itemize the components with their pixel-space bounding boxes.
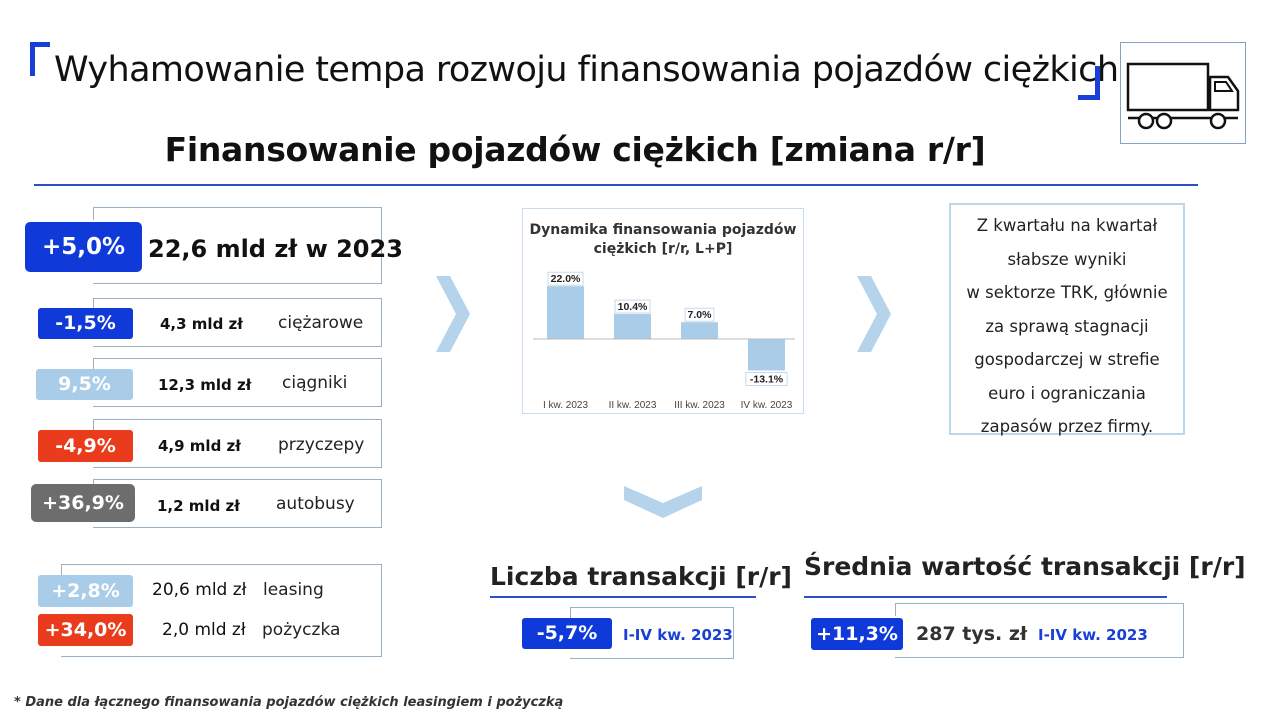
- chart-data-label: -13.1%: [749, 373, 784, 386]
- commentary-line: gospodarczej w strefie: [974, 350, 1160, 369]
- commentary-line: za sprawą stagnacji: [985, 316, 1149, 336]
- commentary-line: zapasów przez firmy.: [980, 417, 1154, 436]
- truck-icon-frame: [1120, 42, 1246, 144]
- commentary-text: [951, 209, 1183, 444]
- total-change-badge: +5,0%: [25, 222, 142, 272]
- transactions-period: I-IV kw. 2023: [623, 626, 733, 644]
- pozyczka-label: pożyczka: [262, 620, 341, 640]
- category-label: autobusy: [276, 494, 355, 514]
- leasing-amount: 20,6 mld zł: [152, 580, 247, 600]
- avg-value-badge: +11,3%: [811, 618, 903, 650]
- truck-icon: [1121, 43, 1244, 142]
- avg-value-title: Średnia wartość transakcji [r/r]: [804, 552, 1246, 581]
- commentary-line: w sektorze TRK, głównie: [966, 283, 1168, 302]
- avg-value-divider: [804, 596, 1167, 598]
- category-amount: 4,9 mld zł: [158, 437, 241, 455]
- category-badge: -4,9%: [38, 430, 133, 462]
- chevron-right-icon: [436, 276, 470, 352]
- chart-data-label: 10.4%: [617, 301, 648, 314]
- category-label: przyczepy: [278, 435, 365, 455]
- section-title: Finansowanie pojazdów ciężkich [zmiana r/r]: [164, 130, 986, 169]
- category-badge: -1,5%: [38, 308, 133, 339]
- title-divider: [34, 184, 1198, 186]
- chart-x-tick-label: I kw. 2023: [542, 400, 589, 411]
- commentary-line: euro i ograniczania: [988, 383, 1146, 403]
- category-amount: 4,3 mld zł: [160, 315, 243, 333]
- commentary-line: Z kwartału na kwartał: [976, 216, 1158, 235]
- chart-bar: [748, 339, 785, 370]
- avg-value-amount: 287 tys. zł: [916, 623, 1027, 645]
- leasing-label: leasing: [263, 580, 324, 600]
- category-label: ciągniki: [282, 373, 348, 393]
- category-amount: 1,2 mld zł: [157, 497, 240, 515]
- avg-value-period: I-IV kw. 2023: [1038, 626, 1148, 644]
- title-bracket-right: [1078, 66, 1100, 100]
- chart-x-tick-label: II kw. 2023: [608, 400, 657, 411]
- transactions-title: Liczba transakcji [r/r]: [490, 562, 792, 591]
- page-title: Wyhamowanie tempa rozwoju finansowania pojazdów ciężkich: [54, 50, 1119, 90]
- chart-x-tick-label: IV kw. 2023: [740, 400, 793, 411]
- chart-data-label: 7.0%: [687, 309, 712, 322]
- category-badge: 9,5%: [36, 369, 133, 400]
- category-badge: +36,9%: [31, 484, 135, 522]
- pozyczka-badge: +34,0%: [38, 614, 133, 646]
- chart-panel: [522, 208, 804, 414]
- leasing-badge: +2,8%: [38, 575, 133, 607]
- commentary-line: słabsze wyniki: [1007, 249, 1127, 269]
- chart-bar: [681, 322, 718, 339]
- commentary-box: [949, 203, 1185, 435]
- transactions-divider: [490, 596, 756, 598]
- pozyczka-amount: 2,0 mld zł: [162, 620, 246, 640]
- category-label: ciężarowe: [278, 313, 364, 333]
- chevron-right-icon: [857, 276, 891, 352]
- chevron-down-icon: [624, 486, 702, 518]
- chart-bar: [547, 286, 584, 339]
- chart-x-tick-label: III kw. 2023: [674, 400, 725, 411]
- footnote: * Dane dla łącznego finansowania pojazdów ciężkich leasingiem i pożyczką: [14, 695, 564, 710]
- chart-bar: [614, 314, 651, 339]
- chart-title: Dynamika finansowania pojazdów ciężkich [r/r, L+P]: [529, 222, 797, 257]
- transactions-badge: -5,7%: [522, 618, 612, 649]
- total-amount: 22,6 mld zł w 2023: [148, 235, 403, 263]
- title-bracket-left: [30, 42, 50, 76]
- category-amount: 12,3 mld zł: [158, 376, 252, 394]
- bar-chart: [523, 209, 803, 413]
- chart-data-label: 22.0%: [550, 273, 581, 286]
